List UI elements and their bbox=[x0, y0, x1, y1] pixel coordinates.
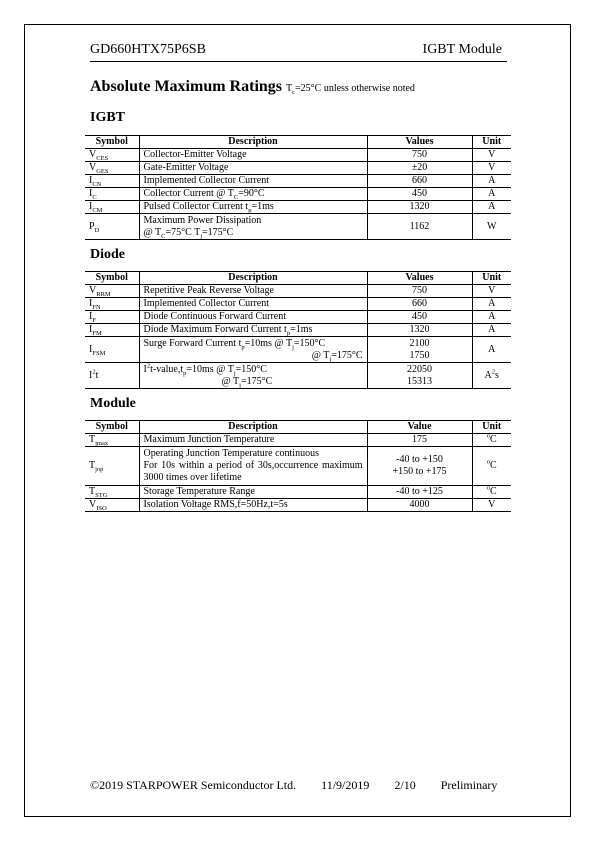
value: 750 bbox=[367, 149, 472, 162]
symbol: $T_{jmax}$ bbox=[85, 434, 139, 447]
table-row bbox=[85, 324, 511, 337]
symbol: $I_{CM}$ bbox=[85, 201, 139, 214]
symbol: $I_{CN}$ bbox=[85, 175, 139, 188]
section-title-diode: Diode bbox=[90, 247, 125, 262]
description: Collector Current @ $T_C=90^\circ C$ bbox=[139, 188, 367, 201]
value: 450 bbox=[367, 188, 472, 201]
table-row bbox=[85, 298, 511, 311]
symbol: $I_F$ bbox=[85, 311, 139, 324]
col-value: Value bbox=[367, 421, 472, 434]
igbt-table bbox=[85, 135, 511, 240]
unit: V bbox=[472, 285, 511, 298]
description: Implemented Collector Current bbox=[139, 175, 367, 188]
table-row bbox=[85, 337, 511, 363]
unit: A bbox=[472, 298, 511, 311]
description: Diode Continuous Forward Current bbox=[139, 311, 367, 324]
title-main: Absolute Maximum Ratings bbox=[90, 78, 283, 95]
table-row bbox=[85, 201, 511, 214]
unit: V bbox=[472, 162, 511, 175]
description: Gate-Emitter Voltage bbox=[139, 162, 367, 175]
unit: $^o$C bbox=[472, 447, 511, 486]
value: 175 bbox=[367, 434, 472, 447]
symbol: $P_D$ bbox=[85, 214, 139, 240]
unit: $^o$C bbox=[472, 486, 511, 499]
value: 1320 bbox=[367, 201, 472, 214]
value: 2100 1750 bbox=[367, 337, 472, 363]
description: Surge Forward Current $t_p=10ms$ @ $T_j=150^\circ C$ @ $T_j=175^\circ C$ bbox=[139, 337, 367, 363]
part-number: GD660HTX75P6SB bbox=[90, 42, 206, 57]
value: 22050 15313 bbox=[367, 363, 472, 389]
symbol: $T_{STG}$ bbox=[85, 486, 139, 499]
table-row bbox=[85, 363, 511, 389]
value: 750 bbox=[367, 285, 472, 298]
col-symbol: Symbol bbox=[85, 421, 139, 434]
description: Diode Maximum Forward Current $t_p=1ms$ bbox=[139, 324, 367, 337]
col-symbol: Symbol bbox=[85, 136, 139, 149]
table-row bbox=[85, 149, 511, 162]
value: -40 to +150 +150 to +175 bbox=[367, 447, 472, 486]
table-header-row bbox=[85, 272, 511, 285]
table-row bbox=[85, 499, 511, 512]
value: 660 bbox=[367, 298, 472, 311]
description: Repetitive Peak Reverse Voltage bbox=[139, 285, 367, 298]
unit: V bbox=[472, 149, 511, 162]
table-row bbox=[85, 285, 511, 298]
page-footer bbox=[90, 778, 519, 793]
unit: W bbox=[472, 214, 511, 240]
value: 4000 bbox=[367, 499, 472, 512]
description: Operating Junction Temperature continuous For 10s within a period of 30s,occurrence maximum 3000 times over lifetime bbox=[139, 447, 367, 486]
table-header-row bbox=[85, 421, 511, 434]
table-row bbox=[85, 214, 511, 240]
section-title-igbt: IGBT bbox=[90, 110, 126, 125]
col-unit: Unit bbox=[472, 136, 511, 149]
page-title bbox=[90, 78, 415, 96]
col-symbol: Symbol bbox=[85, 272, 139, 285]
description: Implemented Collector Current bbox=[139, 298, 367, 311]
value: 1162 bbox=[367, 214, 472, 240]
symbol: $T_{jop}$ bbox=[85, 447, 139, 486]
page-header bbox=[90, 42, 507, 62]
description: Maximum Power Dissipation @ $T_C=75^\circ C$ $T_j=175^\circ C$ bbox=[139, 214, 367, 240]
value: -40 to +125 bbox=[367, 486, 472, 499]
description: Isolation Voltage RMS,f=50Hz,t=5s bbox=[139, 499, 367, 512]
col-description: Description bbox=[139, 272, 367, 285]
col-values: Values bbox=[367, 136, 472, 149]
table-row bbox=[85, 311, 511, 324]
symbol: $V_{GES}$ bbox=[85, 162, 139, 175]
description: Pulsed Collector Current $t_p=1ms$ bbox=[139, 201, 367, 214]
unit: V bbox=[472, 499, 511, 512]
unit: $^o$C bbox=[472, 434, 511, 447]
unit: A bbox=[472, 311, 511, 324]
module-table bbox=[85, 420, 511, 512]
footer-date: 11/9/2019 bbox=[321, 778, 370, 792]
diode-table bbox=[85, 271, 511, 389]
document-status: Preliminary bbox=[440, 778, 498, 792]
description: Storage Temperature Range bbox=[139, 486, 367, 499]
symbol: $I_{FSM}$ bbox=[85, 337, 139, 363]
title-condition: $T_c=25^\circ C$ unless otherwise noted bbox=[286, 83, 415, 96]
description: $I^2t-value,t_p=10ms$ @ $T_j=150^\circ C$ @ $T_j=175^\circ C$ bbox=[139, 363, 367, 389]
unit: A bbox=[472, 175, 511, 188]
table-row bbox=[85, 434, 511, 447]
description: Maximum Junction Temperature bbox=[139, 434, 367, 447]
value: 1320 bbox=[367, 324, 472, 337]
description: Collector-Emitter Voltage bbox=[139, 149, 367, 162]
col-unit: Unit bbox=[472, 272, 511, 285]
col-description: Description bbox=[139, 421, 367, 434]
symbol: $V_{ISO}$ bbox=[85, 499, 139, 512]
table-row bbox=[85, 175, 511, 188]
table-row bbox=[85, 486, 511, 499]
value: 660 bbox=[367, 175, 472, 188]
table-row bbox=[85, 188, 511, 201]
product-type: IGBT Module bbox=[422, 42, 502, 57]
page-number: 2/10 bbox=[394, 778, 416, 792]
value: 450 bbox=[367, 311, 472, 324]
col-values: Values bbox=[367, 272, 472, 285]
unit: A bbox=[472, 337, 511, 363]
unit: A bbox=[472, 188, 511, 201]
unit: A bbox=[472, 201, 511, 214]
table-header-row bbox=[85, 136, 511, 149]
unit: $A^2s$ bbox=[472, 363, 511, 389]
value: ±20 bbox=[367, 162, 472, 175]
unit: A bbox=[472, 324, 511, 337]
symbol: $I^2t$ bbox=[85, 363, 139, 389]
section-title-module: Module bbox=[90, 396, 136, 411]
symbol: $I_C$ bbox=[85, 188, 139, 201]
symbol: $V_{CES}$ bbox=[85, 149, 139, 162]
copyright: ©2019 STARPOWER Semiconductor Ltd. bbox=[90, 778, 297, 792]
table-row bbox=[85, 447, 511, 486]
symbol: $I_{FM}$ bbox=[85, 324, 139, 337]
col-unit: Unit bbox=[472, 421, 511, 434]
table-row bbox=[85, 162, 511, 175]
symbol: $V_{RRM}$ bbox=[85, 285, 139, 298]
symbol: $I_{FN}$ bbox=[85, 298, 139, 311]
col-description: Description bbox=[139, 136, 367, 149]
